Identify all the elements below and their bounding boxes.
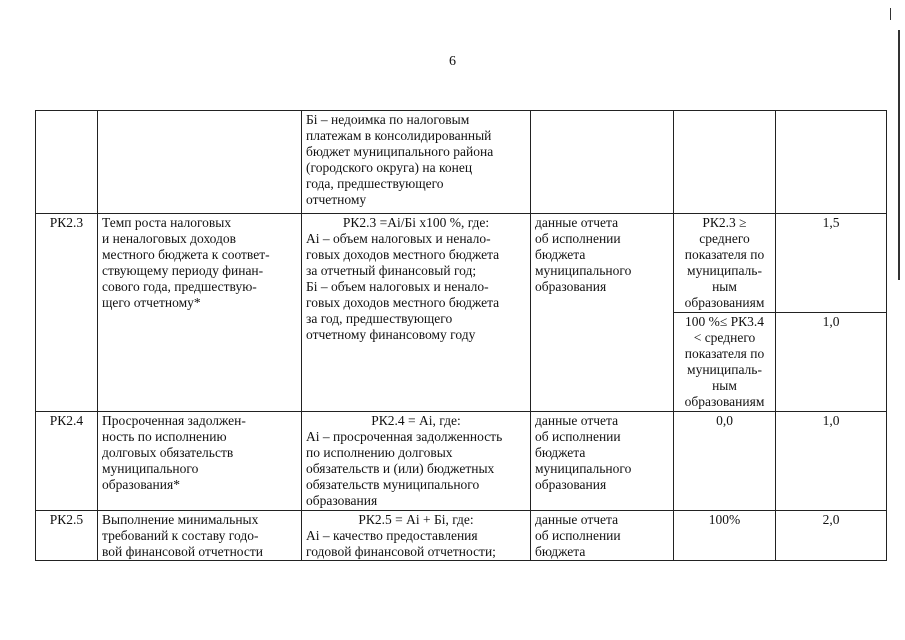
score-cell bbox=[776, 111, 887, 214]
criteria-line: показателя по bbox=[684, 346, 765, 361]
formula-title: РК2.5 = Аі + Бі, где: bbox=[358, 512, 474, 527]
score-cell: 1,5 bbox=[776, 214, 887, 313]
formula-line: (городского округа) на конец bbox=[306, 160, 473, 175]
code-cell bbox=[36, 111, 98, 214]
name-line: Темп роста налоговых bbox=[102, 215, 232, 230]
formula-cell bbox=[302, 412, 531, 511]
source-line: об исполнении bbox=[535, 528, 621, 543]
source-line: муниципального bbox=[535, 461, 632, 476]
formula-line: говых доходов местного бюджета bbox=[306, 247, 500, 262]
formula-line: за отчетный финансовый год; bbox=[306, 263, 477, 278]
page-number: 6 bbox=[449, 54, 456, 69]
name-line: ствующему периоду финан- bbox=[102, 263, 264, 278]
criteria-line: муниципаль- bbox=[687, 263, 762, 278]
formula-cell bbox=[302, 511, 531, 561]
criteria-line: 0,0 bbox=[716, 413, 733, 428]
formula-line: по исполнению долговых bbox=[306, 445, 453, 460]
source-line: бюджета bbox=[535, 247, 586, 262]
criteria-line: 100 %≤ РК3.4 bbox=[684, 314, 765, 329]
formula-line: говых доходов местного бюджета bbox=[306, 295, 500, 310]
formula-line: обязательств муниципального bbox=[306, 477, 480, 492]
criteria-line: показателя по bbox=[684, 247, 765, 262]
formula-line: бюджет муниципального района bbox=[306, 144, 494, 159]
name-line: Просроченная задолжен- bbox=[102, 413, 246, 428]
formula-line: обязательств и (или) бюджетных bbox=[306, 461, 495, 476]
formula-title: РК2.3 =Аі/Бі х100 %, где: bbox=[342, 215, 490, 230]
name-line: ность по исполнению bbox=[102, 429, 227, 444]
source-cell bbox=[531, 412, 674, 511]
name-line: вой финансовой отчетности bbox=[102, 544, 263, 559]
source-line: данные отчета bbox=[535, 512, 619, 527]
source-line: образования bbox=[535, 279, 607, 294]
formula-line: отчетному финансовому году bbox=[306, 327, 476, 342]
name-line: местного бюджета к соответ- bbox=[102, 247, 270, 262]
code-cell: РК2.4 bbox=[36, 412, 98, 511]
criteria-line: ным bbox=[712, 378, 737, 393]
source-line: бюджета bbox=[535, 544, 586, 559]
criteria-line: ным bbox=[712, 279, 737, 294]
formula-line: Аі – просроченная задолженность bbox=[306, 429, 503, 444]
formula-title: РК2.4 = Аі, где: bbox=[371, 413, 461, 428]
criteria-line: < среднего bbox=[693, 330, 756, 345]
criteria-line: образованиям bbox=[684, 295, 765, 310]
formula-line: Бі – недоимка по налоговым bbox=[306, 112, 470, 127]
margin-mark bbox=[890, 8, 891, 20]
name-line: долговых обязательств bbox=[102, 445, 234, 460]
criteria-cell bbox=[674, 214, 776, 313]
score-cell: 1,0 bbox=[776, 412, 887, 511]
formula-line: года, предшествующего bbox=[306, 176, 444, 191]
formula-line: отчетному bbox=[306, 192, 367, 207]
code-cell: РК2.5 bbox=[36, 511, 98, 561]
source-cell bbox=[531, 214, 674, 412]
formula-cell bbox=[302, 214, 531, 412]
name-line: сового года, предшествую- bbox=[102, 279, 257, 294]
table-row-rk2-4 bbox=[36, 412, 887, 511]
formula-line: Бі – объем налоговых и ненало- bbox=[306, 279, 489, 294]
table-row-rk2-3 bbox=[36, 214, 887, 313]
name-line: требований к составу годо- bbox=[102, 528, 259, 543]
source-line: муниципального bbox=[535, 263, 632, 278]
name-line: муниципального bbox=[102, 461, 199, 476]
criteria-line: 100% bbox=[708, 512, 741, 527]
code-cell: РК2.3 bbox=[36, 214, 98, 412]
score-cell: 1,0 bbox=[776, 313, 887, 412]
criteria-cell bbox=[674, 313, 776, 412]
margin-mark bbox=[898, 30, 900, 280]
source-line: образования bbox=[535, 477, 607, 492]
name-cell bbox=[98, 214, 302, 412]
criteria-line: образованиям bbox=[684, 394, 765, 409]
source-line: об исполнении bbox=[535, 429, 621, 444]
source-line: бюджета bbox=[535, 445, 586, 460]
name-cell bbox=[98, 111, 302, 214]
name-cell bbox=[98, 412, 302, 511]
source-line: данные отчета bbox=[535, 413, 619, 428]
formula-line: за год, предшествующего bbox=[306, 311, 453, 326]
source-line: об исполнении bbox=[535, 231, 621, 246]
source-line: данные отчета bbox=[535, 215, 619, 230]
formula-line: образования bbox=[306, 493, 378, 508]
name-line: образования* bbox=[102, 477, 180, 492]
formula-cell bbox=[302, 111, 531, 214]
score-cell: 2,0 bbox=[776, 511, 887, 561]
formula-line: платежам в консолидированный bbox=[306, 128, 492, 143]
formula-line: Аі – качество предоставления bbox=[306, 528, 478, 543]
criteria-line: муниципаль- bbox=[687, 362, 762, 377]
table-row-rk2-5 bbox=[36, 511, 887, 561]
criteria-line: РК2.3 ≥ bbox=[702, 215, 747, 230]
indicators-table bbox=[35, 110, 887, 561]
source-cell bbox=[531, 111, 674, 214]
criteria-line: среднего bbox=[699, 231, 750, 246]
criteria-cell bbox=[674, 412, 776, 511]
source-cell bbox=[531, 511, 674, 561]
name-cell bbox=[98, 511, 302, 561]
name-line: щего отчетному* bbox=[102, 295, 201, 310]
criteria-cell bbox=[674, 511, 776, 561]
name-line: Выполнение минимальных bbox=[102, 512, 259, 527]
formula-line: Аі – объем налоговых и ненало- bbox=[306, 231, 491, 246]
criteria-cell bbox=[674, 111, 776, 214]
formula-line: годовой финансовой отчетности; bbox=[306, 544, 496, 559]
table-row-continuation bbox=[36, 111, 887, 214]
name-line: и неналоговых доходов bbox=[102, 231, 237, 246]
